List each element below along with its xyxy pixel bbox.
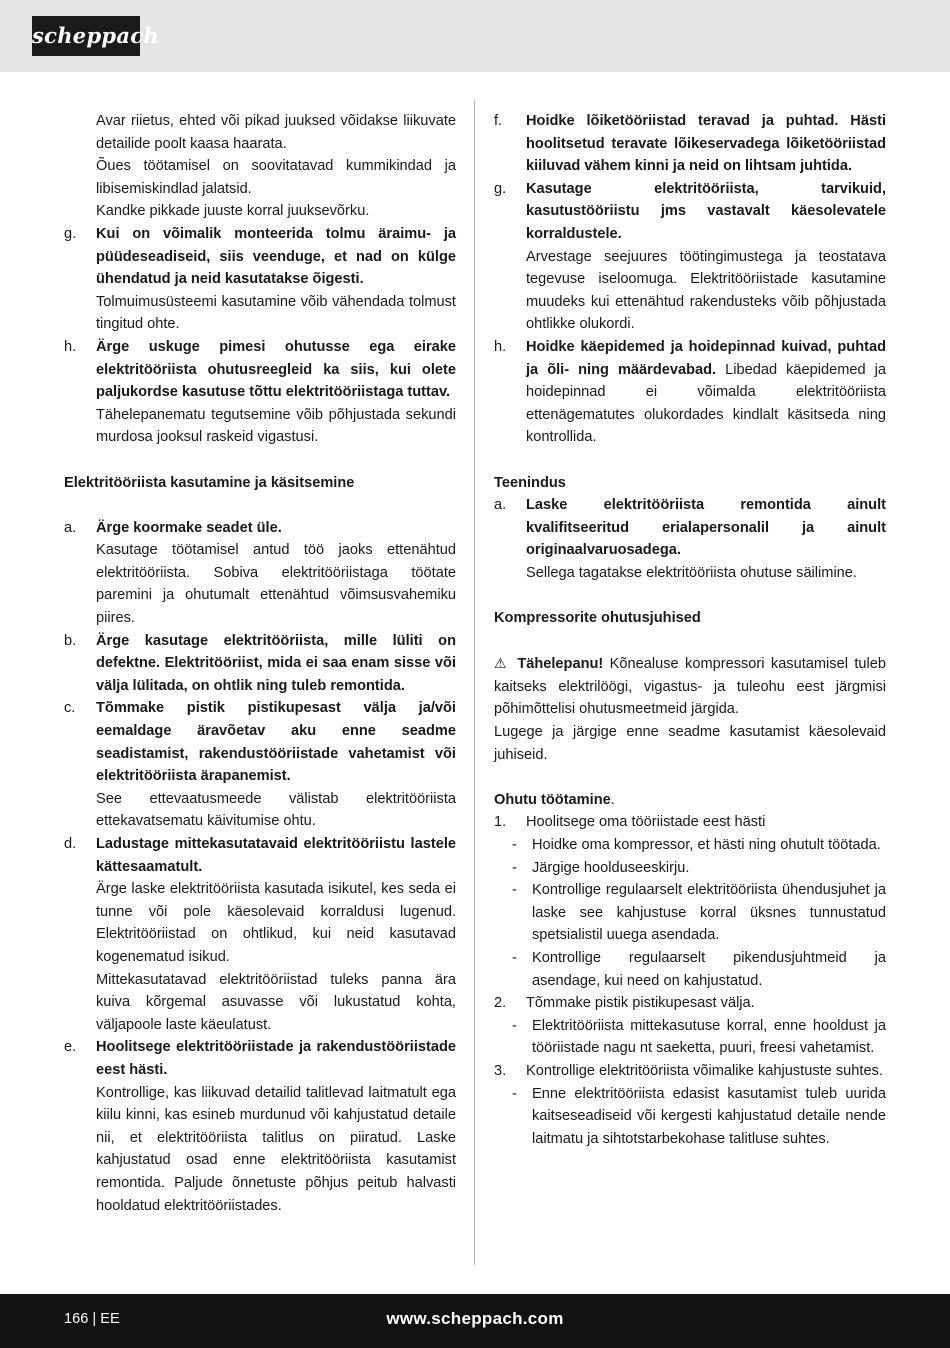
- language-code: EE: [100, 1311, 120, 1327]
- warning-triangle-icon: ⚠: [494, 655, 509, 672]
- item-label: 2.: [494, 995, 507, 1012]
- sub-item-text: Hoidke oma kompressor, et hästi ning ohutult töötada.: [532, 837, 881, 853]
- sub-item-text: Järgige hoolduseeskirju.: [532, 859, 690, 876]
- sub-item: [494, 834, 886, 857]
- dash-marker: -: [512, 1017, 517, 1034]
- warning-text-2: Lugege ja järgige enne seadme kasutamist käesolevaid juhiseid.: [494, 724, 886, 763]
- item-label: a.: [494, 497, 507, 514]
- numbered-item-2: [494, 992, 886, 1015]
- item-bold-text: Ärge uskuge pimesi ohutusse ega eirake elektritööriista ohutusreegleid ka siis, kui olete paljukordse kasutuse tõttu elektritööriistaga tuttav.: [96, 338, 456, 401]
- left-column: [64, 110, 456, 1217]
- header-band: [0, 0, 950, 72]
- item-text: [526, 336, 886, 449]
- service-item-a: [494, 494, 886, 562]
- warning-label: Tähelepanu!: [517, 656, 604, 673]
- warning-text: Kõnealuse kompressori kasutamisel tuleb kaitseks elektrilöögi, vigastus- ja tuleohu eest järgmisi põhimõttelisi ohutusmeetmeid järgida.: [494, 656, 886, 718]
- column-divider: [474, 100, 475, 1265]
- item-text: Arvestage seejuures töötingimustega ja teostatava tegevuse iseloomuga. Elektritööriistade kasutamine muudeks kui ettenähtud rakendusteks võib põhjustada ohtlikke olukordi.: [526, 248, 886, 333]
- service-title: Teenindus: [494, 474, 566, 491]
- website-url: www.scheppach.com: [386, 1309, 564, 1328]
- sub-item: [494, 1015, 886, 1060]
- item-label: f.: [494, 113, 503, 129]
- item-bold-text: Kasutage elektritööriista, tarvikuid, kasutustööriistu jms vastavalt käesolevatele korraldustele.: [526, 180, 886, 242]
- item-bold-text: Ladustage mittekasutatavaid elektritööriistu lastele kättesaamatult.: [96, 836, 456, 875]
- dash-marker: -: [512, 882, 517, 899]
- item-label: e.: [64, 1039, 77, 1056]
- item-bold-text: Hoidke lõiketööriistad teravad ja puhtad. Hästi hoolitsetud teravate lõikeservadega lõiketööriistad kiiluvad vähem kinni ja neid on lihtsam juhtida.: [526, 113, 886, 175]
- item-text: Ärge laske elektritööriista kasutada isikutel, kes seda ei tunne või pole käesolevaid korraldusi lugenud. Elektritööriistad on ohtlikud, kui neid kasutavad kogenematud isikud.: [96, 881, 456, 965]
- item-bold-text: Kui on võimalik monteerida tolmu äraimu- ja püüdeseadiseid, siis veenduge, et nad on külge ühendatud ja neid kasutatakse õigesti.: [96, 225, 456, 288]
- intro-text: Avar riietus, ehted või pikad juuksed võidakse liikuvate detailide poolt kaasa haarata.: [96, 113, 456, 152]
- section-title: Elektritööriista kasutamine ja käsitsemine: [64, 474, 355, 491]
- dash-marker: -: [512, 949, 517, 966]
- item-bold-text: Laske elektritööriista remontida ainult kvalifitseeritud erialapersonalil ja ainult originaalvaruosadega.: [526, 497, 886, 559]
- item-text: Tolmuimusüsteemi kasutamine võib vähendada tolmust tingitud ohte.: [96, 293, 456, 333]
- separator: |: [92, 1311, 97, 1327]
- sub-item: [494, 879, 886, 947]
- dash-marker: -: [512, 837, 517, 853]
- item-label: b.: [64, 632, 77, 649]
- sub-item: [494, 947, 886, 992]
- dash-marker: -: [512, 859, 517, 876]
- item-text: Kontrollige elektritööriista võimalike kahjustuste suhtes.: [526, 1062, 883, 1079]
- item-text: Mittekasutatavad elektritööriistad tuleks panna ära kuiva kõrgemal asuvasse või lukustatud kohta, väljapoole laste käeulatust.: [96, 971, 456, 1033]
- compressor-title: Kompressorite ohutusjuhised: [494, 610, 701, 627]
- item-bold-text: Hoolitsege elektritööriistade ja rakendustööriistade eest hästi.: [96, 1039, 456, 1078]
- intro-text: Õues töötamisel on soovitatavad kummikindad ja libisemiskindlad jalatsid.: [96, 158, 456, 197]
- sub-item: [494, 1083, 886, 1151]
- item-text: Tõmmake pistik pistikupesast välja.: [526, 995, 755, 1012]
- item-label: a.: [64, 519, 77, 536]
- safe-working-title: [494, 789, 886, 812]
- safe-title-text: Ohutu töötamine: [494, 791, 611, 808]
- list-item-d: [64, 833, 456, 878]
- item-text: Hoolitsege oma tööriistade eest hästi: [526, 814, 766, 831]
- list-item-g: [64, 223, 456, 291]
- list-item-h: [64, 336, 456, 404]
- item-bold-text: Ärge koormake seadet üle.: [96, 519, 282, 536]
- scheppach-logo: scheppach: [32, 16, 140, 56]
- page-number-value: 166: [64, 1311, 89, 1327]
- list-item-c: [64, 697, 456, 787]
- item-text: Sellega tagatakse elektritööriista ohutuse säilimine.: [526, 564, 857, 581]
- footer-band: [0, 1294, 950, 1348]
- numbered-item-1: [494, 811, 886, 834]
- list-item-h: [494, 336, 886, 449]
- item-label: g.: [64, 225, 77, 242]
- item-label: h.: [64, 338, 77, 355]
- item-label: c.: [64, 700, 76, 717]
- item-bold-text: Hoidke käepidemed ja hoidepinnad kuivad, puhtad ja õli- ning määrdevabad.: [526, 338, 886, 378]
- item-label: 3.: [494, 1062, 507, 1079]
- numbered-item-3: [494, 1060, 886, 1083]
- sub-item-text: Elektritööriista mittekasutuse korral, enne hooldust ja tööriistade nagu nt saeketta, puuri, freesi vahetamist.: [532, 1017, 886, 1057]
- item-label: d.: [64, 836, 77, 852]
- list-item-b: [64, 630, 456, 698]
- warning-paragraph: [494, 652, 886, 721]
- item-label: h.: [494, 338, 507, 355]
- item-label: g.: [494, 180, 507, 197]
- list-item-e: [64, 1036, 456, 1081]
- list-item-a: [64, 517, 456, 540]
- dash-marker: -: [512, 1085, 517, 1102]
- item-bold-text: Ärge kasutage elektritööriista, mille lüliti on defektne. Elektritööriist, mida ei saa enam sisse või välja lülitada, on ohtlik ning tuleb remontida.: [96, 632, 456, 694]
- intro-text: Kandke pikkade juuste korral juuksevõrku.: [96, 203, 370, 220]
- item-label: 1.: [494, 814, 507, 831]
- item-text: See ettevaatusmeede välistab elektritööriista ettekavatsematu käivitumise ohtu.: [96, 790, 456, 830]
- sub-item-text: Kontrollige regulaarselt elektritööriista ühendusjuhet ja laske see kahjustuse korral üksnes tunnustatud spetsialistil uuega asendada.: [532, 882, 886, 944]
- item-bold-text: Tõmmake pistik pistikupesast välja ja/või eemaldage äravõetav aku enne seadme seadistamist, rakendustööriistade vahetamist või elektritööriista ärapanemist.: [96, 700, 456, 785]
- sub-item-text: Enne elektritööriista edasist kasutamist tuleb uurida kaitseseadiseid või kergesti kahjustatud detaile nende laitmatu ja sihtotstarbekohase talitluse suhtes.: [532, 1085, 886, 1147]
- item-text: Tähelepanematu tegutsemine võib põhjustada sekundi murdosa jooksul raskeid vigastusi.: [96, 406, 456, 446]
- item-normal-text: Libedad käepidemed ja hoidepinnad ei võimalda elektritööriista ettenägematutes olukordades kindlalt käsitseda ning kontrollida.: [526, 361, 886, 446]
- list-item-f: [494, 110, 886, 178]
- safe-title-dot: .: [610, 791, 615, 808]
- sub-item-text: Kontrollige regulaarselt pikendusjuhtmeid ja asendage, kui need on kahjustatud.: [532, 949, 886, 989]
- item-text: Kontrollige, kas liikuvad detailid talitlevad laitmatult ega kiilu kinni, kas esineb murdunud või kahjustatud detaile nii, et elektritööriista talitlus on piiratud. Laske kahjustatud osad enne elektritööriista kasutamist remontida. Paljude õnnetuste põhjus peitub halvasti hooldatud elektritööriistades.: [96, 1084, 456, 1214]
- item-text: Kasutage töötamisel antud töö jaoks ettenähtud elektritööriista. Sobiva elektritööriistaga töötate paremini ja ohutumalt ettenähtud võimsusvahemiku piires.: [96, 542, 456, 627]
- list-item-g: [494, 178, 886, 246]
- right-column: [494, 110, 886, 1150]
- sub-item: [494, 857, 886, 880]
